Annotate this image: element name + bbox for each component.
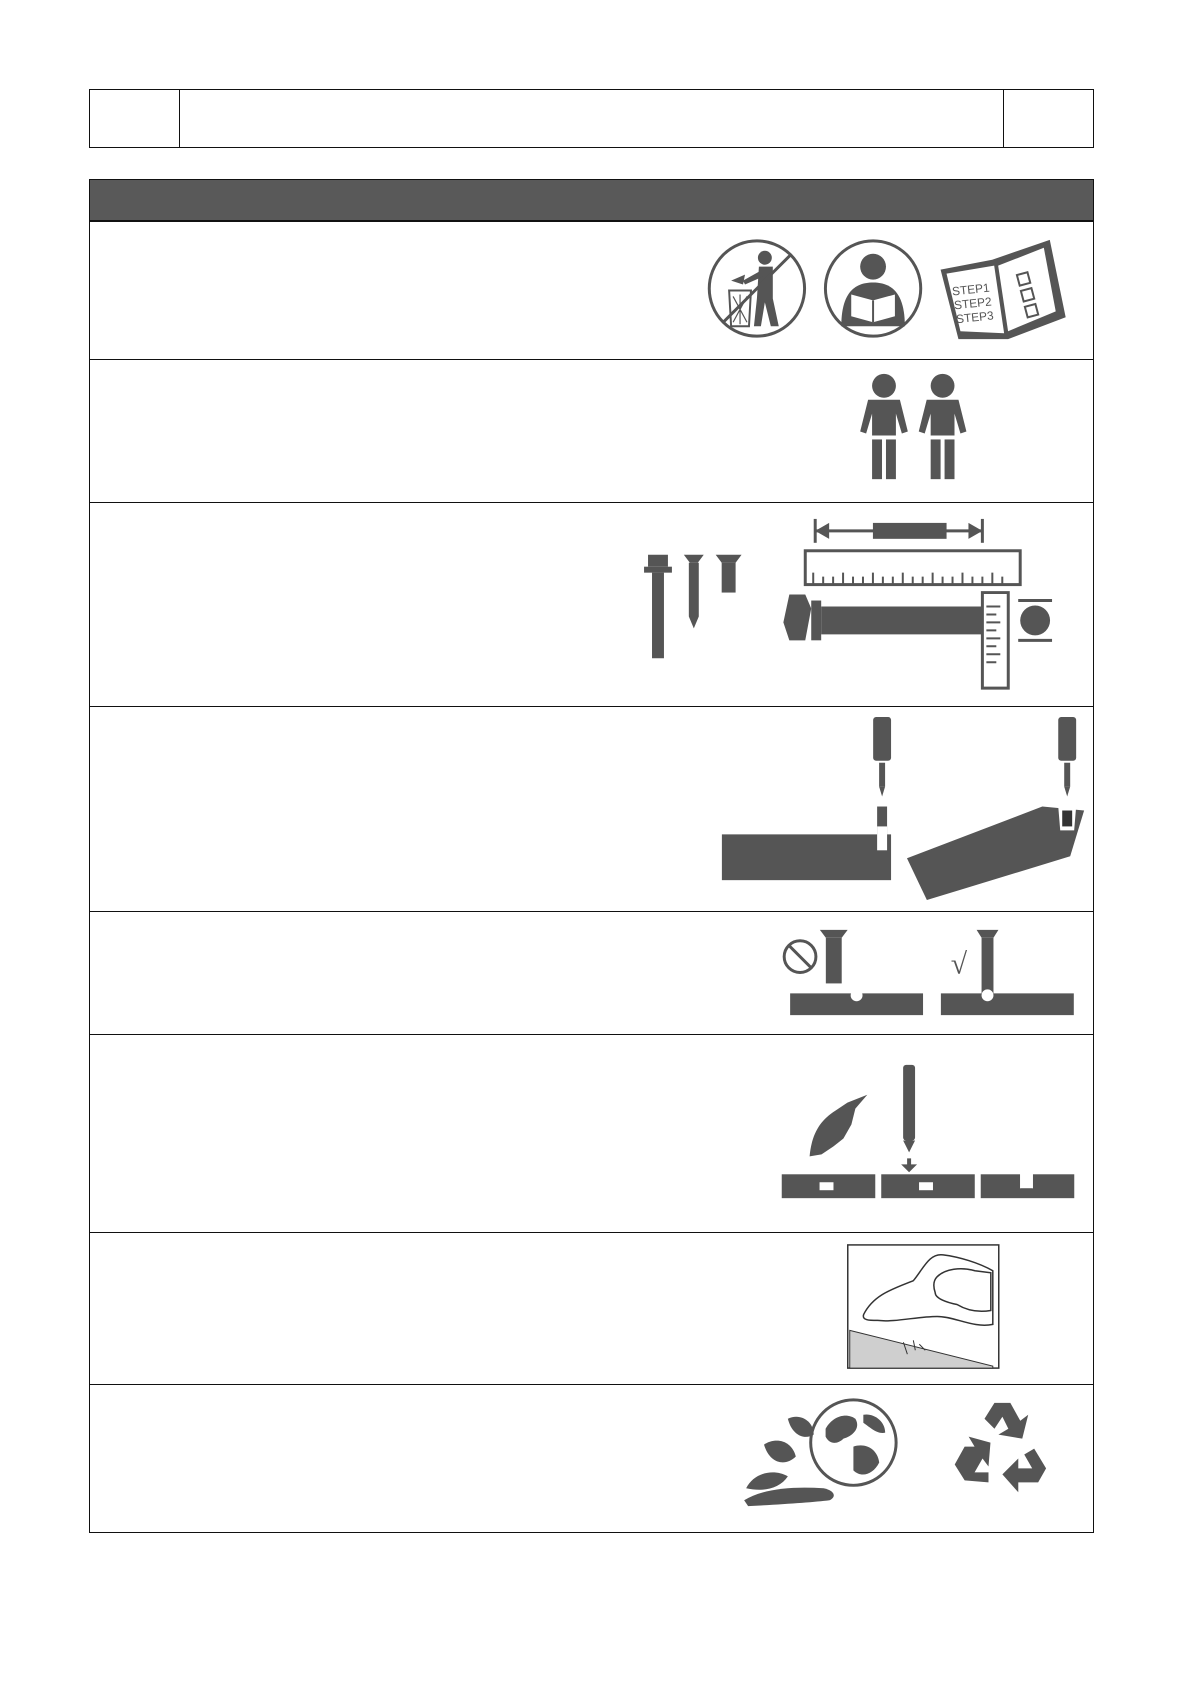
header-box — [89, 89, 1094, 148]
table-title-bar — [90, 180, 1093, 221]
row-4-icons — [713, 707, 1093, 911]
row-6-icons — [763, 1035, 1093, 1232]
instruction-row-1 — [90, 221, 1093, 359]
cloth-wipe-icon — [848, 1245, 999, 1368]
instruction-row-3 — [90, 502, 1093, 706]
row-8-icons — [733, 1385, 1093, 1532]
header-left-cell — [90, 90, 180, 147]
row-5-icons — [763, 912, 1093, 1034]
row-7-icons — [833, 1233, 1093, 1384]
instruction-row-5 — [90, 911, 1093, 1034]
booklet-step-2: STEP2 — [953, 294, 993, 313]
header-title-cell — [180, 90, 1003, 147]
no-littering-icon — [709, 241, 804, 336]
recycle-icon — [955, 1403, 1046, 1492]
instruction-row-8 — [90, 1384, 1093, 1532]
instruction-row-4 — [90, 706, 1093, 911]
header-right-cell — [1003, 90, 1093, 147]
instruction-row-7 — [90, 1232, 1093, 1384]
read-manual-icon — [825, 241, 920, 336]
booklet-step-1: STEP1 — [951, 280, 991, 299]
screw-types-icon — [644, 555, 742, 658]
screwdriver-damage-icon — [907, 717, 1084, 900]
safety-instructions-table — [89, 179, 1094, 1533]
instruction-row-2 — [90, 359, 1093, 502]
hole-icon — [1021, 1172, 1033, 1188]
screwdriver-correct-icon — [722, 717, 891, 880]
earth-leaves-icon — [744, 1400, 896, 1506]
row-1-icons — [673, 222, 1093, 359]
booklet-step-3: STEP3 — [955, 308, 995, 327]
instruction-row-6 — [90, 1034, 1093, 1232]
two-people-icon — [860, 374, 966, 479]
bolt-measurement-icon — [783, 519, 1052, 688]
instruction-booklet-icon — [941, 240, 1066, 339]
check-icon: √ — [950, 947, 968, 981]
row-2-icons — [673, 360, 1093, 502]
row-3-icons — [623, 503, 1093, 706]
hand-push-icon — [810, 1095, 868, 1157]
prohibited-icon — [784, 941, 816, 973]
marker-icon — [901, 1065, 917, 1172]
